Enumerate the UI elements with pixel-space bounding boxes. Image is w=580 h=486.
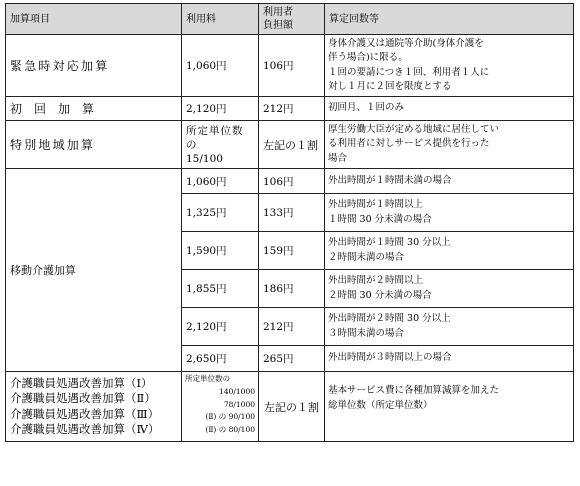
- mobility-name: 移動介護加算: [6, 169, 182, 372]
- header-burden-line1: 利用者: [263, 7, 293, 18]
- mobility-note-5-1: 外出時間が２時間 30 分以上: [328, 313, 451, 324]
- header-burden: [259, 4, 325, 35]
- mobility-note-2-2: １時間 30 分未満の場合: [328, 213, 432, 225]
- mobility-note-4-1: 外出時間が２時間以上: [328, 275, 424, 286]
- row-mobility-1: [6, 169, 574, 194]
- header-burden-line2: 負担額: [263, 20, 293, 31]
- row-treatment: [6, 372, 574, 442]
- mobility-note-3-1: 外出時間が１時間 30 分以上: [328, 237, 451, 248]
- row-initial: [6, 97, 574, 121]
- mobility-fee-2: 1,325円: [182, 194, 259, 232]
- treatment-name-3: 介護職員処遇改善加算（Ⅲ）: [10, 406, 160, 421]
- mobility-burden-6: 265円: [259, 346, 325, 372]
- treatment-names: [6, 372, 182, 442]
- treatment-note-2: 総単位数（所定単位数）: [328, 399, 433, 411]
- mobility-burden-4: 186円: [259, 270, 325, 308]
- emergency-notes: [325, 35, 574, 97]
- treatment-burden: 左記の１割: [259, 372, 325, 442]
- header-fee: 利用料: [182, 4, 259, 35]
- mobility-fee-4: 1,855円: [182, 270, 259, 308]
- treatment-unit-rows: [205, 386, 255, 436]
- emergency-burden: 106円: [259, 35, 325, 97]
- mobility-fee-3: 1,590円: [182, 232, 259, 270]
- initial-burden: 212円: [259, 97, 325, 121]
- mobility-notes-1: [325, 169, 574, 194]
- special-area-notes: [325, 121, 574, 169]
- special-area-note-2: る利用者に対しサービス提供を行った: [328, 138, 490, 150]
- special-area-unit-line1: 所定単位数の: [186, 124, 244, 151]
- special-area-burden: 左記の１割: [259, 121, 325, 169]
- emergency-fee: 1,060円: [182, 35, 259, 97]
- mobility-fee-5: 2,120円: [182, 308, 259, 346]
- header-item: 加算項目: [6, 4, 182, 35]
- treatment-notes: [325, 372, 574, 442]
- mobility-note-5-2: ３時間未満の場合: [328, 327, 405, 339]
- treatment-unit-row-4: (Ⅱ) の 80/100: [205, 424, 255, 434]
- mobility-burden-2: 133円: [259, 194, 325, 232]
- special-area-unit: [182, 121, 259, 169]
- row-special-area: [6, 121, 574, 169]
- mobility-note-1-1: 外出時間が１時間未満の場合: [328, 174, 452, 186]
- treatment-unit-row-1: 140/1000: [219, 387, 255, 396]
- mobility-note-4-2: ２時間 30 分未満の場合: [328, 289, 432, 301]
- special-area-note-1: 厚生労働大臣が定める地域に居住してい: [328, 123, 500, 135]
- additional-fee-table: [5, 3, 574, 442]
- emergency-note-3: １回の要請につき１回、利用者１人に: [328, 66, 490, 78]
- treatment-unit-label: 所定単位数の: [185, 374, 230, 383]
- emergency-note-4: 対し１月に２回を限度とする: [328, 81, 452, 92]
- mobility-note-6-1: 外出時間が３時間以上の場合: [328, 352, 452, 364]
- mobility-fee-1: 1,060円: [182, 169, 259, 194]
- fee-table-sheet: [5, 3, 573, 442]
- treatment-unit-row-2: 78/1000: [223, 399, 255, 409]
- mobility-burden-1: 106円: [259, 169, 325, 194]
- mobility-fee-6: 2,650円: [182, 346, 259, 372]
- mobility-note-3-2: ２時間未満の場合: [328, 251, 405, 263]
- mobility-notes-2: [325, 194, 574, 232]
- treatment-name-1: 介護職員処遇改善加算（Ⅰ）: [10, 375, 153, 390]
- treatment-note-1: 基本サービス費に各種加算減算を加えた: [328, 385, 500, 396]
- emergency-note-2: 伴う場合)に限る。: [328, 52, 408, 63]
- treatment-name-2: 介護職員処遇改善加算（Ⅱ）: [10, 391, 156, 405]
- mobility-burden-5: 212円: [259, 308, 325, 346]
- mobility-notes-4: [325, 270, 574, 308]
- mobility-burden-3: 159円: [259, 232, 325, 270]
- special-area-name: 特別地域加算: [6, 121, 182, 169]
- treatment-name-4: 介護職員処遇改善加算（Ⅳ）: [10, 422, 160, 436]
- special-area-unit-line2: 15/100: [186, 152, 223, 165]
- mobility-notes-3: [325, 232, 574, 270]
- mobility-notes-5: [325, 308, 574, 346]
- initial-fee: 2,120円: [182, 97, 259, 121]
- mobility-notes-6: [325, 346, 574, 372]
- mobility-note-2-1: 外出時間が１時間以上: [328, 199, 424, 210]
- emergency-name: 緊急時対応加算: [6, 35, 182, 97]
- special-area-note-3: 場合: [328, 152, 348, 164]
- treatment-unit-row-3: (Ⅱ) の 90/100: [205, 412, 255, 421]
- treatment-unit: [182, 372, 259, 442]
- emergency-note-1: 身体介護又は通院等介助(身体介護を: [328, 37, 484, 49]
- initial-note: 初回月、１回のみ: [325, 97, 574, 121]
- table-header-row: [6, 4, 574, 35]
- initial-name: 初回加算: [6, 97, 182, 121]
- row-emergency: [6, 35, 574, 97]
- header-calc: 算定回数等: [325, 4, 574, 35]
